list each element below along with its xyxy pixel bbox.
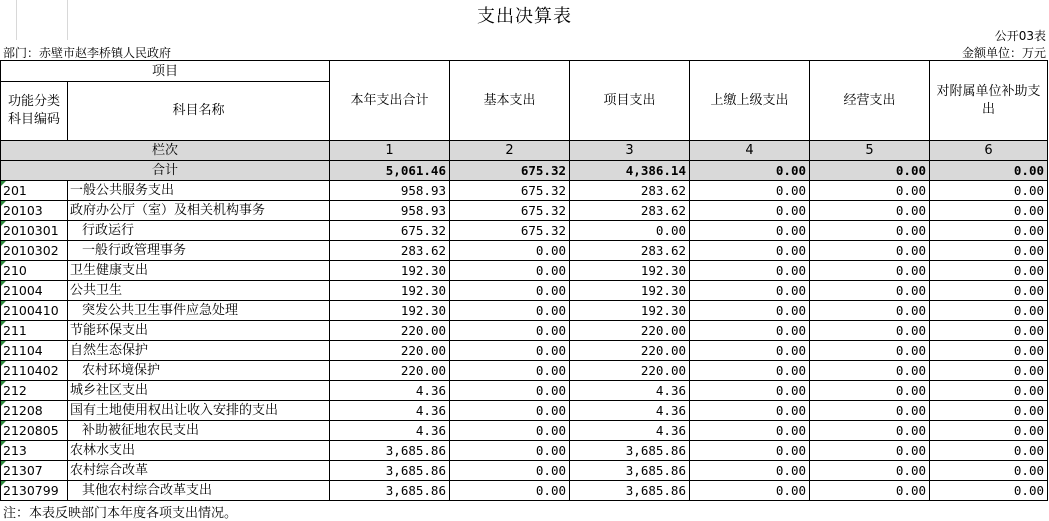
subject-code[interactable]: 211	[1, 321, 68, 341]
table-row	[1, 321, 1048, 341]
amount-cell[interactable]: 0.00	[930, 381, 1048, 401]
amount-cell[interactable]: 3,685.86	[570, 461, 690, 481]
col-header-1: 本年支出合计	[330, 61, 450, 141]
amount-cell[interactable]: 0.00	[450, 361, 570, 381]
amount-cell[interactable]: 220.00	[330, 341, 450, 361]
table-row	[1, 281, 1048, 301]
amount-cell[interactable]: 0.00	[690, 241, 810, 261]
amount-cell[interactable]: 0.00	[450, 481, 570, 501]
table-row	[1, 381, 1048, 401]
amount-cell[interactable]: 0.00	[930, 301, 1048, 321]
amount-cell[interactable]: 0.00	[690, 281, 810, 301]
amount-cell[interactable]: 0.00	[810, 481, 930, 501]
code-header: 功能分类科目编码	[1, 82, 68, 141]
amount-cell[interactable]: 0.00	[810, 261, 930, 281]
amount-cell[interactable]: 0.00	[450, 401, 570, 421]
amount-cell[interactable]: 0.00	[690, 201, 810, 221]
amount-cell[interactable]: 0.00	[930, 241, 1048, 261]
subject-name[interactable]: 一般行政管理事务	[68, 241, 330, 261]
subject-name[interactable]: 公共卫生	[68, 281, 330, 301]
subject-code[interactable]: 2100410	[1, 301, 68, 321]
amount-cell[interactable]: 675.32	[450, 201, 570, 221]
amount-cell[interactable]: 0.00	[810, 221, 930, 241]
amount-cell[interactable]: 0.00	[450, 241, 570, 261]
amount-cell[interactable]: 0.00	[450, 421, 570, 441]
amount-cell[interactable]: 0.00	[930, 441, 1048, 461]
total-value: 5,061.46	[330, 161, 450, 181]
subject-code[interactable]: 201	[1, 181, 68, 201]
amount-cell[interactable]: 3,685.86	[330, 461, 450, 481]
amount-cell[interactable]: 4.36	[570, 381, 690, 401]
amount-cell[interactable]: 0.00	[810, 281, 930, 301]
amount-cell[interactable]: 0.00	[930, 341, 1048, 361]
amount-cell[interactable]: 0.00	[690, 341, 810, 361]
amount-cell[interactable]: 283.62	[570, 201, 690, 221]
amount-cell[interactable]: 0.00	[930, 221, 1048, 241]
amount-cell[interactable]: 0.00	[450, 301, 570, 321]
amount-cell[interactable]: 192.30	[330, 261, 450, 281]
total-value: 675.32	[450, 161, 570, 181]
amount-cell[interactable]: 675.32	[450, 221, 570, 241]
amount-cell[interactable]: 0.00	[690, 321, 810, 341]
subject-code[interactable]: 2130799	[1, 481, 68, 501]
amount-cell[interactable]: 0.00	[690, 441, 810, 461]
amount-cell[interactable]: 0.00	[690, 221, 810, 241]
amount-cell[interactable]: 0.00	[810, 461, 930, 481]
department-label: 部门：赤壁市赵李桥镇人民政府	[3, 46, 172, 60]
subject-name[interactable]: 其他农村综合改革支出	[68, 481, 330, 501]
item-header: 项目	[1, 61, 330, 82]
amount-cell[interactable]: 0.00	[450, 441, 570, 461]
amount-cell[interactable]: 0.00	[810, 421, 930, 441]
subject-code[interactable]: 21004	[1, 281, 68, 301]
subject-name[interactable]: 卫生健康支出	[68, 261, 330, 281]
subject-name[interactable]: 国有土地使用权出让收入安排的支出	[68, 401, 330, 421]
table-row	[1, 201, 1048, 221]
amount-cell[interactable]: 283.62	[570, 181, 690, 201]
amount-cell[interactable]: 192.30	[570, 281, 690, 301]
col-number: 4	[690, 141, 810, 161]
table-row	[1, 261, 1048, 281]
subject-code[interactable]: 2110402	[1, 361, 68, 381]
amount-cell[interactable]: 0.00	[450, 461, 570, 481]
amount-cell[interactable]: 0.00	[930, 261, 1048, 281]
subject-name[interactable]: 农林水支出	[68, 441, 330, 461]
amount-cell[interactable]: 192.30	[330, 281, 450, 301]
amount-cell[interactable]: 0.00	[690, 381, 810, 401]
subject-code[interactable]: 210	[1, 261, 68, 281]
amount-cell[interactable]: 220.00	[570, 341, 690, 361]
footnote: 注：本表反映部门本年度各项支出情况。	[3, 506, 238, 521]
subject-name[interactable]: 自然生态保护	[68, 341, 330, 361]
amount-cell[interactable]: 0.00	[690, 261, 810, 281]
unit-label: 金额单位：万元	[961, 46, 1046, 60]
amount-cell[interactable]: 192.30	[330, 301, 450, 321]
col-number: 3	[570, 141, 690, 161]
amount-cell[interactable]: 4.36	[570, 421, 690, 441]
amount-cell[interactable]: 958.93	[330, 181, 450, 201]
total-value: 4,386.14	[570, 161, 690, 181]
amount-cell[interactable]: 0.00	[450, 341, 570, 361]
amount-cell[interactable]: 0.00	[810, 321, 930, 341]
total-value: 0.00	[690, 161, 810, 181]
name-header: 科目名称	[68, 82, 330, 141]
amount-cell[interactable]: 220.00	[570, 321, 690, 341]
subject-name[interactable]: 农村综合改革	[68, 461, 330, 481]
subject-name[interactable]: 城乡社区支出	[68, 381, 330, 401]
col-number: 5	[810, 141, 930, 161]
amount-cell[interactable]: 220.00	[330, 321, 450, 341]
subject-code[interactable]: 2120805	[1, 421, 68, 441]
amount-cell[interactable]: 0.00	[810, 301, 930, 321]
subject-code[interactable]: 21104	[1, 341, 68, 361]
amount-cell[interactable]: 3,685.86	[330, 441, 450, 461]
amount-cell[interactable]: 0.00	[450, 281, 570, 301]
total-value: 0.00	[930, 161, 1048, 181]
amount-cell[interactable]: 0.00	[810, 241, 930, 261]
amount-cell[interactable]: 0.00	[930, 401, 1048, 421]
amount-cell[interactable]: 0.00	[690, 461, 810, 481]
amount-cell[interactable]: 0.00	[450, 261, 570, 281]
col-header-6: 对附属单位补助支出	[930, 61, 1048, 141]
amount-cell[interactable]: 0.00	[930, 281, 1048, 301]
amount-cell[interactable]: 0.00	[690, 481, 810, 501]
subject-code[interactable]: 213	[1, 441, 68, 461]
amount-cell[interactable]: 220.00	[570, 361, 690, 381]
subject-code[interactable]: 2010301	[1, 221, 68, 241]
col-header-2: 基本支出	[450, 61, 570, 141]
amount-cell[interactable]: 0.00	[450, 321, 570, 341]
form-code: 公开03表	[994, 29, 1046, 43]
subject-name[interactable]: 一般公共服务支出	[68, 181, 330, 201]
amount-cell[interactable]: 675.32	[450, 181, 570, 201]
amount-cell[interactable]: 0.00	[930, 361, 1048, 381]
amount-cell[interactable]: 0.00	[690, 361, 810, 381]
table-row	[1, 441, 1048, 461]
amount-cell[interactable]: 958.93	[330, 201, 450, 221]
amount-cell[interactable]: 0.00	[690, 181, 810, 201]
amount-cell[interactable]: 0.00	[930, 461, 1048, 481]
amount-cell[interactable]: 3,685.86	[570, 481, 690, 501]
amount-cell[interactable]: 0.00	[930, 181, 1048, 201]
col-header-5: 经营支出	[810, 61, 930, 141]
amount-cell[interactable]: 0.00	[930, 201, 1048, 221]
table-row	[1, 241, 1048, 261]
subject-code[interactable]: 2010302	[1, 241, 68, 261]
amount-cell[interactable]: 4.36	[570, 401, 690, 421]
subject-code[interactable]: 20103	[1, 201, 68, 221]
amount-cell[interactable]: 4.36	[330, 401, 450, 421]
amount-cell[interactable]: 0.00	[930, 481, 1048, 501]
subject-code[interactable]: 212	[1, 381, 68, 401]
amount-cell[interactable]: 4.36	[330, 421, 450, 441]
amount-cell[interactable]: 0.00	[690, 421, 810, 441]
amount-cell[interactable]: 0.00	[810, 361, 930, 381]
table-row	[1, 421, 1048, 441]
amount-cell[interactable]: 0.00	[690, 401, 810, 421]
amount-cell[interactable]: 3,685.86	[330, 481, 450, 501]
subject-code[interactable]: 21307	[1, 461, 68, 481]
amount-cell[interactable]: 0.00	[810, 181, 930, 201]
amount-cell[interactable]: 0.00	[450, 381, 570, 401]
table-row	[1, 401, 1048, 421]
subject-name[interactable]: 补助被征地农民支出	[68, 421, 330, 441]
table-row	[1, 481, 1048, 501]
amount-cell[interactable]: 0.00	[570, 221, 690, 241]
amount-cell[interactable]: 0.00	[810, 341, 930, 361]
subject-name[interactable]: 农村环境保护	[68, 361, 330, 381]
total-value: 0.00	[810, 161, 930, 181]
col-number: 2	[450, 141, 570, 161]
amount-cell[interactable]: 0.00	[810, 401, 930, 421]
page-title: 支出决算表	[477, 6, 572, 27]
amount-cell[interactable]: 0.00	[930, 321, 1048, 341]
col-header-3: 项目支出	[570, 61, 690, 141]
col-number: 1	[330, 141, 450, 161]
subject-name[interactable]: 行政运行	[68, 221, 330, 241]
subject-code[interactable]: 21208	[1, 401, 68, 421]
table-row	[1, 301, 1048, 321]
table-row	[1, 341, 1048, 361]
amount-cell[interactable]: 0.00	[690, 301, 810, 321]
amount-cell[interactable]: 4.36	[330, 381, 450, 401]
col-header-4: 上缴上级支出	[690, 61, 810, 141]
subject-name[interactable]: 突发公共卫生事件应急处理	[68, 301, 330, 321]
amount-cell[interactable]: 0.00	[930, 421, 1048, 441]
amount-cell[interactable]: 283.62	[570, 241, 690, 261]
table-row	[1, 221, 1048, 241]
col-number: 6	[930, 141, 1048, 161]
expenditure-table	[0, 60, 1048, 501]
amount-cell[interactable]: 192.30	[570, 301, 690, 321]
amount-cell[interactable]: 0.00	[810, 381, 930, 401]
amount-cell[interactable]: 192.30	[570, 261, 690, 281]
table-row	[1, 361, 1048, 381]
table-row	[1, 181, 1048, 201]
amount-cell[interactable]: 0.00	[810, 201, 930, 221]
row-label: 栏次	[1, 141, 330, 161]
amount-cell[interactable]: 0.00	[810, 441, 930, 461]
subject-name[interactable]: 政府办公厅（室）及相关机构事务	[68, 201, 330, 221]
amount-cell[interactable]: 283.62	[330, 241, 450, 261]
amount-cell[interactable]: 3,685.86	[570, 441, 690, 461]
subject-name[interactable]: 节能环保支出	[68, 321, 330, 341]
amount-cell[interactable]: 220.00	[330, 361, 450, 381]
total-label: 合计	[1, 161, 330, 181]
amount-cell[interactable]: 675.32	[330, 221, 450, 241]
table-row	[1, 461, 1048, 481]
